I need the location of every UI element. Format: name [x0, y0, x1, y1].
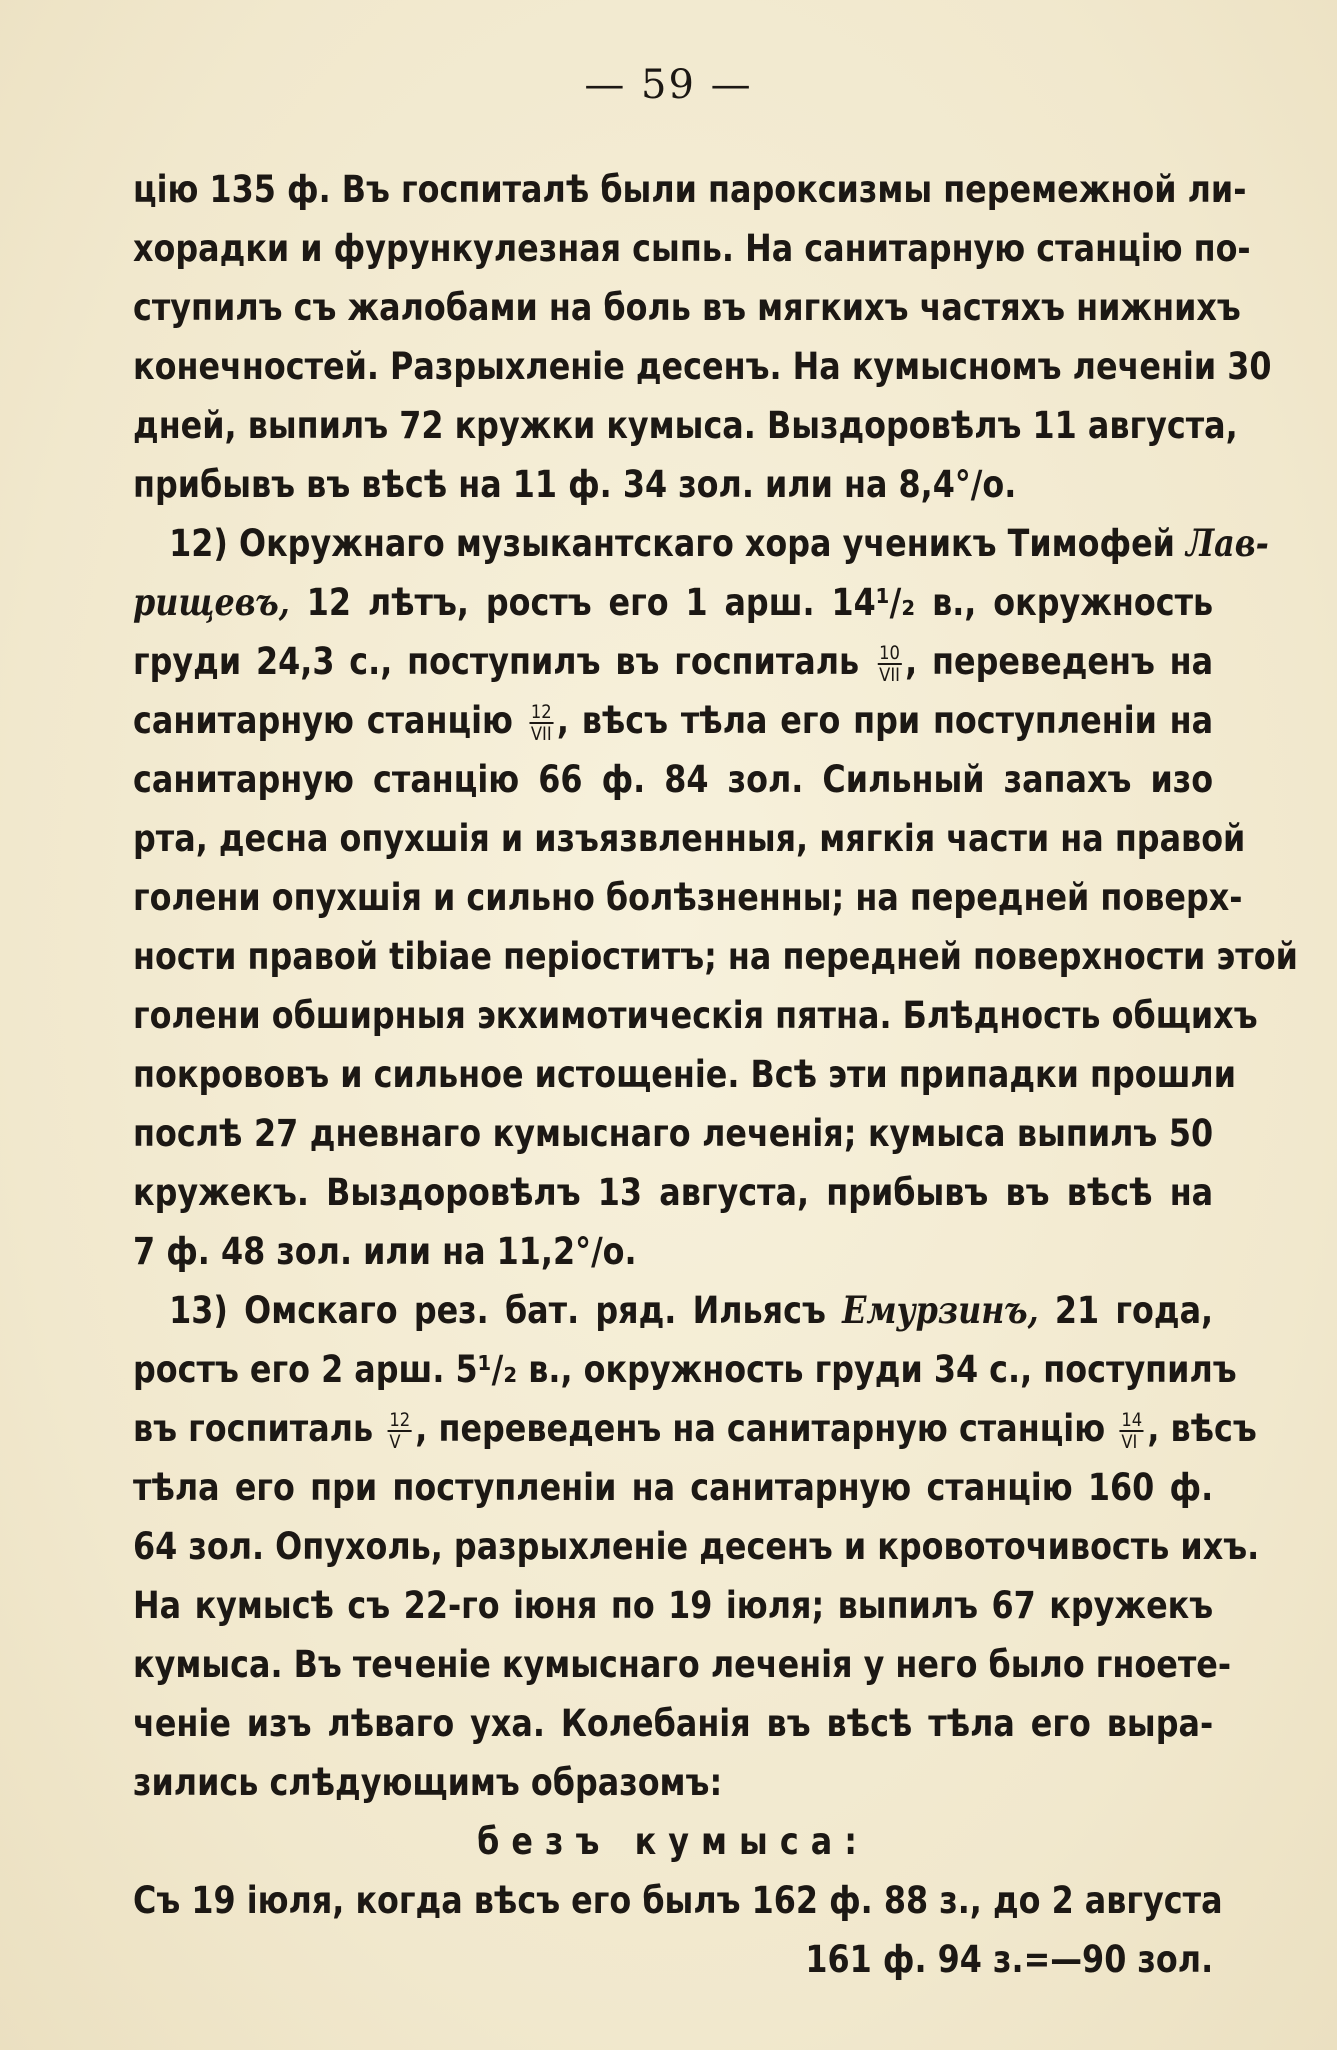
text-line: послѣ 27 дневнаго кумыснаго леченія; кумыса выпилъ 50 — [133, 1112, 1214, 1155]
text-line: ступилъ съ жалобами на боль въ мягкихъ частяхъ нижнихъ — [133, 286, 1241, 329]
text-line: дней, выпилъ 72 кружки кумыса. Выздоровѣлъ 11 августа, — [133, 404, 1238, 447]
date-fraction: $\frac{12}{\text{VII}}$ — [530, 700, 552, 745]
text-line: ченіе изъ лѣваго уха. Колебанія въ вѣсѣ тѣла его выра- — [133, 1702, 1214, 1745]
text-line: ростъ его 2 арш. 5¹/₂ в., окружность груди 34 с., поступилъ — [133, 1348, 1237, 1391]
text-line: 161 ф. 94 з.=—90 зол. — [805, 1938, 1214, 1981]
text-line: цію 135 ф. Въ госпиталѣ были пароксизмы перемежной ли- — [133, 168, 1247, 211]
page-number: — 59 — — [584, 62, 753, 108]
text-line: кумыса. Въ теченіе кумыснаго леченія у него было гноете- — [133, 1643, 1232, 1686]
text-line: 64 зол. Опухоль, разрыхленіе десенъ и кровоточивость ихъ. — [133, 1525, 1260, 1568]
text-line: голени обширныя экхимотическія пятна. Блѣдность общихъ — [133, 994, 1258, 1037]
text-line: 7 ф. 48 зол. или на 11,2°/о. — [133, 1230, 637, 1273]
text-line: рта, десна опухшія и изъязвленныя, мягкія части на правой — [133, 817, 1246, 860]
body-text — [133, 160, 1298, 1989]
text-line: кружекъ. Выздоровѣлъ 13 августа, прибывъ въ вѣсѣ на — [133, 1171, 1214, 1214]
date-fraction: $\frac{14}{VI}$ — [1121, 1408, 1143, 1453]
surname: рищевъ, — [133, 580, 290, 624]
text-line: тѣла его при поступленіи на санитарную станцію 160 ф. — [133, 1466, 1214, 1509]
text-line: хорадки и фурункулезная сыпь. На санитарную станцію по- — [133, 227, 1251, 270]
section-heading: безъ кумыса: — [477, 1820, 870, 1863]
text-line: ности правой tibiae періоститъ; на передней поверхности этой — [133, 935, 1298, 978]
date-fraction: $\frac{12}{V}$ — [389, 1408, 411, 1453]
case-13-line: въ госпиталь $\frac{12}{V}$ , переведенъ на санитарную станцію $\frac{14}{VI}$ , вѣсъ — [133, 1407, 1257, 1453]
text-line: На кумысѣ съ 22-го іюня по 19 іюля; выпилъ 67 кружекъ — [133, 1584, 1214, 1627]
text-line: прибывъ въ вѣсѣ на 11 ф. 34 зол. или на 8,4°/о. — [133, 463, 1017, 506]
text-line: санитарную станцію 66 ф. 84 зол. Сильный запахъ изо — [133, 758, 1214, 801]
text-line: Съ 19 іюля, когда вѣсъ его былъ 162 ф. 88 з., до 2 августа — [133, 1879, 1223, 1922]
surname: Емурзинъ, — [842, 1288, 1039, 1332]
case-12-line: рищевъ, 12 лѣтъ, ростъ его 1 арш. 14¹/₂ в., окружность — [133, 580, 1214, 624]
text-line: покрововъ и сильное истощеніе. Всѣ эти припадки прошли — [133, 1053, 1237, 1096]
date-fraction: $\frac{10}{\text{VII}}$ — [879, 641, 900, 686]
case-12-line: груди 24,3 с., поступилъ въ госпиталь $\frac{10}{\text{VII}}$ , переведенъ на — [133, 640, 1214, 686]
case-12-line: 12) Окружнаго музыкантскаго хора ученикъ Тимофей Лав- — [169, 521, 1269, 565]
surname: Лав- — [1186, 521, 1269, 565]
text-line: голени опухшія и сильно болѣзненны; на передней поверх- — [133, 876, 1243, 919]
text-line: зились слѣдующимъ образомъ: — [133, 1761, 723, 1804]
case-13-line: 13) Омскаго рез. бат. ряд. Ильясъ Емурзинъ, 21 года, — [169, 1288, 1214, 1332]
text-line: конечностей. Разрыхленіе десенъ. На кумысномъ леченіи 30 — [133, 345, 1272, 388]
case-12-line: санитарную станцію $\frac{12}{\text{VII}}$ , вѣсъ тѣла его при поступленіи на — [133, 699, 1214, 745]
